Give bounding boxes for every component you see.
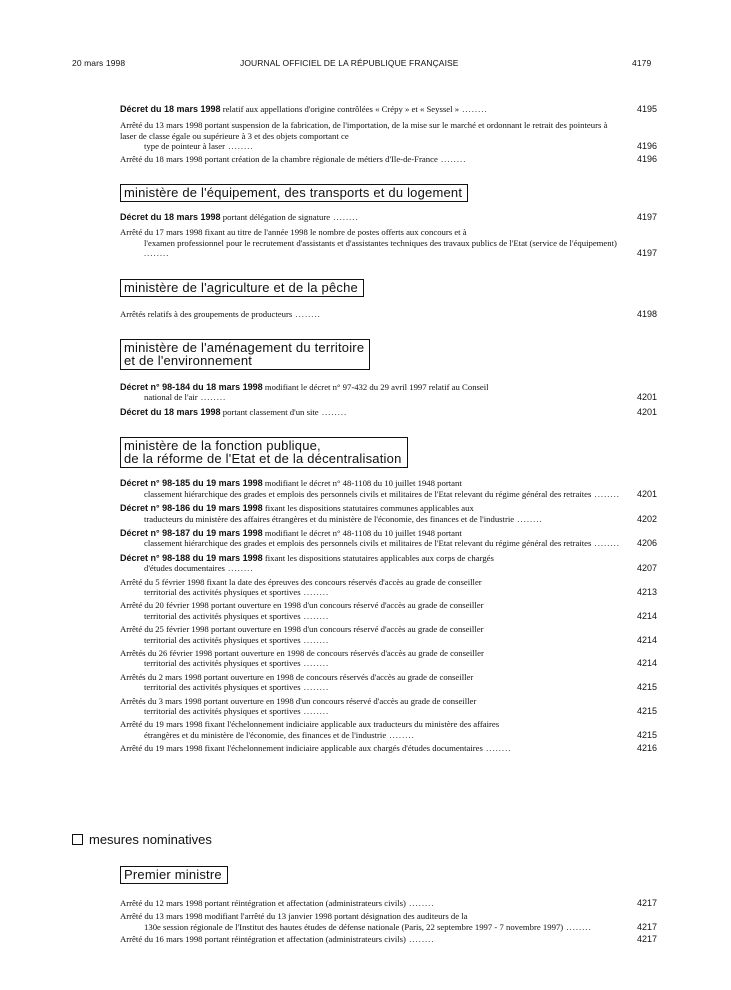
- header-date: 20 mars 1998: [72, 58, 126, 68]
- entry-page-number: 4202: [636, 513, 657, 524]
- entry-continuation: territorial des activités physiques et sportives: [144, 706, 301, 716]
- nominatives-heading: [72, 832, 212, 847]
- entry-text: fixant les dispositions statutaires applicables aux corps de chargés: [264, 552, 494, 563]
- entry-page-number: 4201: [636, 392, 657, 403]
- entry-decree-title: Décret n° 98-188 du 19 mars 1998: [120, 552, 263, 563]
- entry-page-number: 4207: [636, 563, 657, 574]
- entry-page-number: 4196: [636, 153, 657, 164]
- entry-continuation: territorial des activités physiques et sportives: [144, 658, 301, 669]
- entry-decree-title: Décret n° 98-186 du 19 mars 1998: [120, 503, 263, 514]
- section-heading-box: [120, 184, 468, 202]
- entry-continuation: territorial des activités physiques et sportives: [144, 610, 301, 621]
- entry-page-number: 4217: [636, 921, 657, 932]
- entry-decree-title: Décret n° 98-185 du 19 mars 1998: [120, 478, 263, 489]
- toc-entry: Arrêté du 19 mars 1998 fixant l'échelonnement indiciaire applicable aux chargés d'études documentaires ........ 4216: [120, 743, 657, 754]
- entry-text: Arrêté du 17 mars 1998 fixant au titre de l'année 1998 le nombre de postes offerts aux concours et à: [120, 227, 467, 238]
- section-heading-line: ministère de l'équipement, des transports et du logement: [124, 185, 463, 201]
- entry-continuation: territorial des activités physiques et sportives: [144, 586, 301, 597]
- entry-page-number: 4217: [636, 898, 657, 908]
- toc-entry: Arrêté du 18 mars 1998 portant création de la chambre régionale de métiers d'Ile-de-France ........ 4196: [120, 153, 657, 164]
- entry-text: Arrêté du 12 mars 1998 portant réintégration et affectation (administrateurs civils): [120, 898, 406, 908]
- toc-entry: Décret du 18 mars 1998 portant délégation de signature ........ 4197: [120, 212, 657, 223]
- entry-page-number: 4215: [636, 682, 657, 693]
- entry-text: Arrêté du 13 mars 1998 modifiant l'arrêté du 13 janvier 1998 portant désignation des auditeurs de la: [120, 911, 468, 922]
- entry-decree-title: Décret du 18 mars 1998: [120, 406, 221, 417]
- entry-text: portant classement d'un site: [222, 406, 319, 417]
- entry-page-number: 4201: [636, 406, 657, 417]
- toc-entry: Arrêtés du 2 mars 1998 portant ouverture en 1998 de concours réservés d'accès au grade de conseiller territorial des activités physiques et sportives ........ 4215: [120, 671, 657, 693]
- entry-text: Arrêtés du 26 février 1998 portant ouverture en 1998 de concours réservés d'accès au grade de conseiller: [120, 647, 484, 658]
- toc-entry: Arrêté du 16 mars 1998 portant réintégration et affectation (administrateurs civils) ........ 4217: [120, 934, 657, 945]
- entry-text: Arrêté du 19 mars 1998 fixant l'échelonnement indiciaire applicable aux chargés d'études documentaires: [120, 743, 483, 754]
- toc-entry: Décret n° 98-188 du 19 mars 1998 fixant les dispositions statutaires applicables aux corps de chargés d'études documentaires ........ 4207: [120, 552, 657, 574]
- toc-entry: Arrêté du 20 février 1998 portant ouverture en 1998 d'un concours réservé d'accès au grade de conseiller territorial des activités physiques et sportives ........ 4214: [120, 600, 657, 621]
- entry-continuation: type de pointeur à laser: [144, 141, 226, 152]
- toc-entry: Décret n° 98-187 du 19 mars 1998 modifiant le décret n° 48-1108 du 10 juillet 1948 portant classement hiérarchique des grades et emplois des personnels civils et militaires de l'Etat relevant du régime général des retraites ........ 4206: [120, 527, 657, 549]
- entry-text: fixant les dispositions statutaires communes applicables aux: [264, 503, 474, 514]
- toc-entry: Arrêté du 5 février 1998 fixant la date des épreuves des concours réservés d'accès au grade de conseiller territorial des activités physiques et sportives ........ 4213: [120, 576, 657, 597]
- section-heading-box: [120, 866, 228, 884]
- section-heading-box: [120, 437, 408, 468]
- section-heading: [120, 339, 630, 370]
- entry-text: Arrêté du 18 mars 1998 portant création de la chambre régionale de métiers d'Ile-de-France: [120, 153, 438, 164]
- entry-continuation: classement hiérarchique des grades et emplois des personnels civils et militaires de l'Etat relevant du régime général des retraites: [144, 538, 592, 549]
- section-heading: [120, 866, 630, 884]
- entry-decree-title: Décret n° 98-184 du 18 mars 1998: [120, 382, 263, 393]
- toc-entry: Arrêté du 13 mars 1998 portant suspension de la fabrication, de l'importation, de la mise sur le marché et ordonnant le retrait des pointeurs à laser de classe égale ou supérieure à 3 et des objets comportant ce type de pointeur à laser ........ 4196: [120, 120, 657, 152]
- nominatives-heading-text: mesures nominatives: [89, 832, 212, 847]
- entry-page-number: 4216: [636, 743, 657, 754]
- entry-page-number: 4197: [636, 248, 657, 259]
- checkbox-square-icon: [72, 834, 83, 845]
- toc-entry: Décret du 18 mars 1998 relatif aux appellations d'origine contrôlées « Crépy » et « Seyssel » ........ 4195: [120, 104, 657, 114]
- section-heading-line: et de l'environnement: [124, 353, 253, 369]
- section-heading-line: ministère de la fonction publique,: [124, 438, 321, 454]
- section-heading: [120, 279, 630, 297]
- entry-decree-title: Décret du 18 mars 1998: [120, 212, 221, 223]
- entry-text: portant délégation de signature: [222, 212, 331, 223]
- entry-text: modifiant le décret n° 48-1108 du 10 juillet 1948 portant: [264, 527, 462, 538]
- toc-entry: Arrêté du 17 mars 1998 fixant au titre de l'année 1998 le nombre de postes offerts aux concours et à l'examen professionnel pour le recrutement d'assistants et d'assistantes techniques des travaux publics de l'Etat (service de l'équipement) ........ 4197: [120, 227, 657, 259]
- table-of-contents-lower: [120, 866, 657, 945]
- toc-entry: Arrêtés relatifs à des groupements de producteurs ........ 4198: [120, 308, 657, 319]
- entry-page-number: 4206: [636, 538, 657, 549]
- section-heading-line: de la réforme de l'Etat et de la décentralisation: [124, 451, 402, 467]
- toc-entry: Arrêté du 12 mars 1998 portant réintégration et affectation (administrateurs civils) ........ 4217: [120, 898, 657, 908]
- entry-text: Arrêtés relatifs à des groupements de producteurs: [120, 308, 293, 319]
- toc-entry: Arrêté du 19 mars 1998 fixant l'échelonnement indiciaire applicable aux traducteurs du ministère des affaires étrangères et du ministère de l'économie, des finances et de l'industrie ........ 4215: [120, 719, 657, 740]
- entry-page-number: 4195: [636, 104, 657, 114]
- entry-text: Arrêté du 5 février 1998 fixant la date des épreuves des concours réservés d'accès au grade de conseiller: [120, 576, 482, 587]
- entry-text: modifiant le décret n° 48-1108 du 10 juillet 1948 portant: [264, 478, 462, 489]
- entry-text: Arrêté du 16 mars 1998 portant réintégration et affectation (administrateurs civils): [120, 934, 406, 945]
- entry-page-number: 4213: [636, 586, 657, 597]
- entry-page-number: 4197: [636, 212, 657, 223]
- toc-entry: Décret du 18 mars 1998 portant classement d'un site ........ 4201: [120, 406, 657, 417]
- section-heading: [120, 437, 630, 468]
- entry-page-number: 4215: [636, 729, 657, 740]
- table-of-contents-upper: [120, 104, 657, 754]
- entry-continuation: 130e session régionale de l'Institut des hautes études de défense nationale (Paris, 22 septembre 1997 - 7 novembre 1997): [144, 921, 564, 932]
- toc-entry: Décret n° 98-185 du 19 mars 1998 modifiant le décret n° 48-1108 du 10 juillet 1948 portant classement hiérarchique des grades et emplois des personnels civils et militaires de l'Etat relevant du régime général des retraites ........ 4201: [120, 478, 657, 499]
- entry-continuation: territorial des activités physiques et sportives: [144, 634, 301, 645]
- entry-page-number: 4215: [636, 706, 657, 716]
- entry-page-number: 4201: [636, 488, 657, 499]
- header-journal-title: JOURNAL OFFICIEL DE LA RÉPUBLIQUE FRANÇAISE: [240, 58, 459, 68]
- entry-continuation: l'examen professionnel pour le recrutement d'assistants et d'assistantes techniques des travaux publics de l'Etat (service de l'équipement): [144, 237, 617, 248]
- section-heading-line: ministère de l'agriculture et de la pêche: [124, 279, 358, 295]
- header-page-number: 4179: [632, 58, 652, 68]
- toc-entry: Décret n° 98-184 du 18 mars 1998 modifiant le décret n° 97-432 du 29 avril 1997 relatif au Conseil national de l'air ........ 4201: [120, 382, 657, 403]
- toc-entry: Décret n° 98-186 du 19 mars 1998 fixant les dispositions statutaires communes applicables aux traducteurs du ministère des affaires étrangères et du ministère de l'économie, des finances et de l'industrie ........ 4202: [120, 503, 657, 524]
- entry-continuation: étrangères et du ministère de l'économie, des finances et de l'industrie: [144, 729, 387, 740]
- entry-decree-title: Décret n° 98-187 du 19 mars 1998: [120, 527, 263, 538]
- toc-entry: Arrêté du 25 février 1998 portant ouverture en 1998 d'un concours réservé d'accès au grade de conseiller territorial des activités physiques et sportives ........ 4214: [120, 624, 657, 645]
- toc-entry: Arrêtés du 26 février 1998 portant ouverture en 1998 de concours réservés d'accès au grade de conseiller territorial des activités physiques et sportives ........ 4214: [120, 647, 657, 669]
- entry-text: Arrêté du 20 février 1998 portant ouverture en 1998 d'un concours réservé d'accès au grade de conseiller: [120, 600, 484, 611]
- section-heading-box: [120, 339, 370, 370]
- entry-continuation: territorial des activités physiques et sportives: [144, 682, 301, 693]
- section-heading: [120, 184, 630, 202]
- entry-page-number: 4198: [636, 308, 657, 319]
- entry-text: Arrêtés du 3 mars 1998 portant ouverture en 1998 d'un concours réservé d'accès au grade de conseiller: [120, 695, 477, 706]
- toc-entry: Arrêtés du 3 mars 1998 portant ouverture en 1998 d'un concours réservé d'accès au grade de conseiller territorial des activités physiques et sportives ........ 4215: [120, 695, 657, 716]
- entry-page-number: 4196: [636, 141, 657, 152]
- entry-decree-title: Décret du 18 mars 1998: [120, 104, 221, 114]
- entry-text: Arrêtés du 2 mars 1998 portant ouverture en 1998 de concours réservés d'accès au grade de conseiller: [120, 671, 474, 682]
- entry-text: modifiant le décret n° 97-432 du 29 avril 1997 relatif au Conseil: [264, 382, 489, 393]
- entry-continuation: national de l'air: [144, 392, 198, 403]
- section-heading-line: Premier ministre: [124, 867, 222, 882]
- entry-page-number: 4217: [636, 934, 657, 945]
- section-heading-box: [120, 279, 364, 297]
- toc-entry: Arrêté du 13 mars 1998 modifiant l'arrêté du 13 janvier 1998 portant désignation des auditeurs de la 130e session régionale de l'Institut des hautes études de défense nationale (Paris, 22 septembre 1997 - 7 novembre 1997) ........ 4217: [120, 911, 657, 932]
- section-heading-line: ministère de l'aménagement du territoire: [124, 340, 365, 356]
- entry-text: Arrêté du 25 février 1998 portant ouverture en 1998 d'un concours réservé d'accès au grade de conseiller: [120, 624, 484, 635]
- entry-text: relatif aux appellations d'origine contrôlées « Crépy » et « Seyssel »: [222, 104, 460, 114]
- entry-continuation: d'études documentaires: [144, 563, 225, 574]
- entry-page-number: 4214: [636, 634, 657, 645]
- entry-continuation: classement hiérarchique des grades et emplois des personnels civils et militaires de l'Etat relevant du régime général des retraites: [144, 488, 592, 499]
- entry-text: Arrêté du 13 mars 1998 portant suspension de la fabrication, de l'importation, de la mise sur le marché et ordonnant le retrait des pointeurs à laser de classe égale ou supérieure à 3 et des objets comportant ce: [120, 120, 608, 141]
- entry-page-number: 4214: [636, 658, 657, 669]
- entry-continuation: traducteurs du ministère des affaires étrangères et du ministère de l'économie, des finances et de l'industrie: [144, 513, 515, 524]
- entry-text: Arrêté du 19 mars 1998 fixant l'échelonnement indiciaire applicable aux traducteurs du ministère des affaires: [120, 719, 500, 730]
- entry-page-number: 4214: [636, 610, 657, 621]
